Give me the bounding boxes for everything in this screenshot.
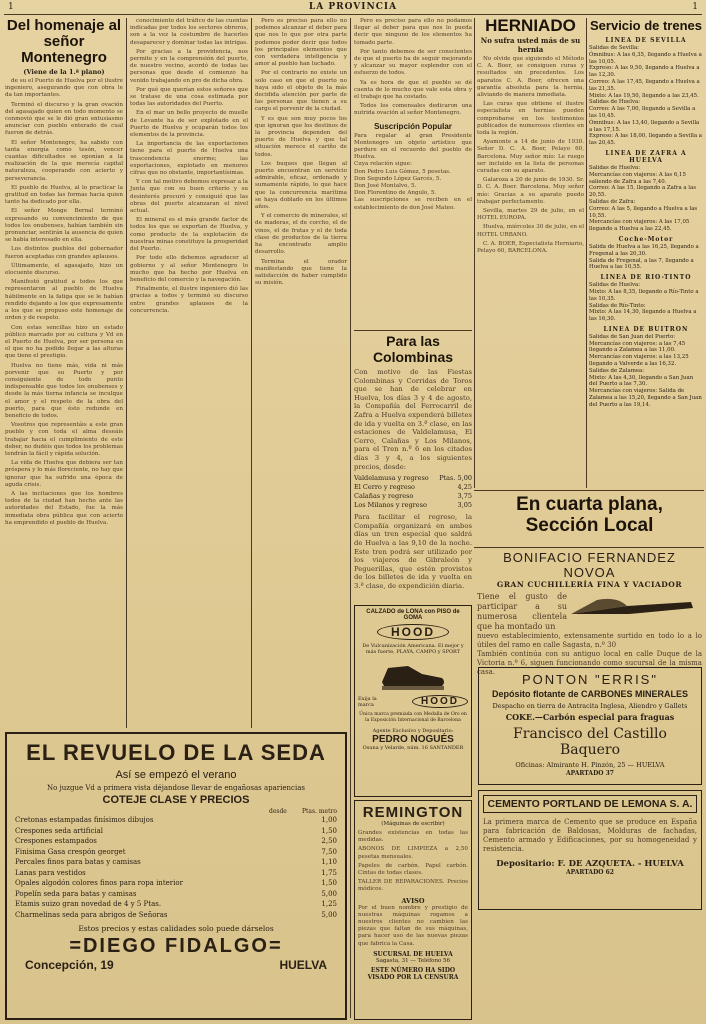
masthead-title: LA PROVINCIA (308, 2, 398, 12)
trenes-line: Expreso: A las 9,50, llegando a Huelva a las 12,30. (589, 65, 700, 79)
trenes-line: Mercancías con viajeros: a las 7,45 llegando a Zalamea a las 11,00. (589, 340, 686, 354)
trenes-title: Servicio de trenes (590, 18, 702, 33)
trenes-line: Salidas de Huelva: (589, 164, 641, 171)
paragraph: Don Florentino de Angulo, 5. (354, 190, 437, 197)
trenes-line: Salida de Huelva a las 16,25, llegando a Fregenal a las 20,30. (589, 243, 699, 257)
paragraph: Cuya relación sigue: (354, 161, 412, 168)
paragraph: Ayamonte a 14 de junio de 1930. Señor D. C. A. Boer, Pelayo 60, Barcelona. Muy señor mío: Le ruego ser incluido en la lista de personas curadas con su aparato. (477, 139, 584, 175)
price-row (15, 910, 337, 921)
fare-row (354, 492, 472, 501)
trenes-line: Mercancías con viajeros: Salida de Zalamea a las 15,20, llegando a San Juan del Puerto a las 19,14. (589, 388, 702, 408)
article-continuation-2 (255, 18, 347, 728)
trenes-line: Mixto: A las 19,50, llegando a las 23,45. (589, 92, 699, 99)
trenes-line: Correo: A las 17,45, llegando a Huelva a las 21,35. (589, 78, 700, 92)
trenes-line: Correo: A las 5, llegando a Huelva a las 10,55. (589, 205, 698, 219)
paragraph: A las incitaciones que los hombres todos de la ciudad han hecho ante las autoridades del Estado, fue la más inmediata obra pública que con acierto ha emprendido el pueblo de Huelva. (5, 490, 123, 526)
product-name: Cretonas estampadas finísimos dibujos (15, 816, 154, 824)
paragraph: Don Segundo López Garcés, 5. (354, 175, 442, 182)
cuarta-line1: En cuarta plana, (516, 494, 663, 515)
agent-name: PEDRO NOGUÉS (372, 733, 454, 745)
calzado-title: CALZADO de LONA con PISO de GOMA (366, 609, 460, 621)
column-rule (350, 18, 351, 1018)
trenes-line: Mixto: A las 8,35, llegando a Río-Tinto a las 10,35. (589, 288, 699, 302)
hood-logo: HOOD (377, 624, 449, 640)
aviso-title: AVISO (401, 896, 425, 905)
page-number-right: 1 (692, 2, 698, 12)
price-row (15, 847, 337, 858)
masthead-rule (4, 14, 702, 15)
remington-ad (354, 800, 472, 1020)
paragraph: Papeles de carbón. Papel carbón. Cintas de todas clases. (358, 862, 468, 877)
paragraph: Don Pedro Luis Gómez, 5 pesetas. (354, 168, 451, 175)
price-row (15, 878, 337, 889)
trenes-section-head: LINEA DE ZAFRA A HUELVA (605, 149, 687, 164)
paragraph: Pero es preciso para ello no podamos llegar al deber para que nos lo pueda decir que ninguno de los elementos ha tomado parte. (354, 18, 472, 46)
product-name: Opales algodón colores finos para ropa interior (15, 879, 183, 887)
trenes-line: Correo: A las 15, llegando a Zafra a las 20,55. (589, 185, 697, 199)
colombinas-notice (354, 333, 472, 603)
revuelo-city: HUELVA (279, 958, 327, 972)
revuelo-prices (15, 815, 337, 920)
fare-price: 4,25 (457, 483, 472, 492)
trenes-section-head: LINEA DE SEVILLA (605, 37, 687, 44)
fare-row (354, 501, 472, 510)
trenes-line: Ómnibus: A las 13,40, llegando a Sevilla a las 17,15. (589, 119, 700, 133)
fare-station: Los Milanos y regreso (354, 501, 427, 510)
ponton-line3: COKE.—Carbón especial para fraguas (505, 712, 675, 722)
product-price: 5,00 (321, 889, 337, 898)
censura-note: ESTE NÚMERO HA SIDO VISADO POR LA CENSURA (367, 966, 459, 981)
paragraph: Grandes existencias en todas las medidas. (358, 830, 468, 844)
calzado-tagline: De Vulcanización Americana. El mejor y más fuerte, PLAYA, CAMPO y SPORT (362, 643, 464, 655)
paragraph: Los buques que llegan al puerto encuentran un servicio admirable, eficaz, ordenado y sumamente rápido, lo que hace que la concurrencia marítima se haya doblado en los últimos años. (255, 160, 347, 211)
cemento-title: CEMENTO PORTLAND DE LEMONA S. A. (483, 795, 697, 813)
trenes-schedule (589, 18, 703, 488)
trenes-line: Salidas de Huelva: (589, 99, 641, 106)
ponton-line1: Depósito flotante de CARBONES MINERALES (491, 689, 688, 699)
paragraph: Y con tal motivo debemos expresar a la Junta que con su buen criterio y su desinterés procuró y consiguió que las obras del puerto alcanzaran el nivel actual. (130, 179, 248, 215)
ponton-box: APARTADO 37 (566, 770, 614, 777)
section-rule (354, 330, 472, 331)
revuelo-intro: No juzgue Vd a primera vista déjandose llevar de engañosas apariencias (47, 784, 305, 792)
product-name: Etamis suizo gran novedad de 4 y 5 Ptas. (15, 900, 162, 908)
paragraph: Huelva, miércoles 30 de julio, en el HOTEL URBANO. (477, 224, 584, 238)
product-name: Charmelinas seda para abrigos de Señoras (15, 910, 168, 919)
sucursal-address: Sagasta, 31 — Teléfono 56 (375, 957, 451, 964)
product-name: Popelín seda para batas y camisas (15, 889, 137, 898)
revuelo-prices-title: COTEJE CLASE Y PRECIOS (102, 794, 250, 806)
trenes-line: Salida de Fregenal, a las 7, llegando a Huelva a las 10,55. (589, 257, 694, 271)
paragraph: Por gracias a la providencia, nos permite y en la comprensión del puerto, de nuestro vecino, acordó de todas las personas que desde el comienzo ha venido trabajando en pro de dicha obra. (130, 48, 248, 84)
price-row (15, 889, 337, 900)
paragraph: Termina el orador manifestando que tiene la satisfacción de haber cumplido su misión. (255, 258, 347, 287)
ponton-ad (478, 667, 702, 785)
cemento-ad (478, 790, 702, 910)
trenes-line: Correo: A las 7,00, llegando a Sevilla a las 10,45. (589, 106, 696, 119)
price-row (15, 857, 337, 868)
paragraph: Las curas que obtiene el ilustre especialista en hernias pueden comprobarse en los testimonios publicados de numerosos clientes en toda la región. (477, 101, 584, 137)
subhead: (Viene de la 1.ª plano) (23, 68, 105, 76)
product-price: 1,00 (321, 816, 337, 824)
trenes-line: Salidas de Zalamea: (589, 367, 645, 374)
article-body (255, 18, 347, 287)
paragraph: Vosotros que representáis a este gran pueblo y con toda el alma deseáis trabajar hacia el cumplimiento de este deber, no dudéis que todos los problemas tendrán la fácil y rápida solución. (5, 422, 123, 457)
bonifacio-text1: Tiene el gusto de participar a su numerosa clientela que ha montado un (477, 592, 567, 631)
colombinas-outro: Para facilitar el regreso, la Compañía organizará en ambos días un tren especial que saldrá de Huelva a las 9,10 de la noche. Este tren podrá ser utilizado por los viajeros de Gibraleón y Peguerillas, que estén provistos de los billetes de ida y vuelta en 3.ª clase, de expendición diaria. (354, 513, 472, 590)
fare-station: Calañas y regreso (354, 492, 414, 501)
trenes-line: Mercancías con viajeros: A las 6,15 saliendo de Zafra a las 7,40. (589, 171, 686, 185)
sucursal-label: SUCURSAL DE HUELVA (373, 950, 453, 958)
unit-label: Ptas. metro (301, 808, 337, 815)
trenes-line: Mercancías con viajeros: a las 13,25 llegando a Valverde a las 16,32. (589, 354, 689, 368)
paragraph: conocimiento del tráfico de las cuentas indicadas por todos los sectores obreros, son a la vez la costumbre de hacerles desaparecer y dominar todas las intrigas. (130, 18, 248, 46)
paragraph: Finalmente, el ilustre ingeniero dió las gracias a todos y terminó su discurso entre grandes aplausos de la concurrencia. (130, 286, 248, 314)
ponton-office: Oficinas: Almirante H. Pinzón, 25 — HUELVA (515, 761, 665, 769)
revuelo-title: EL REVUELO DE LA SEDA (26, 740, 326, 765)
herniado-body (477, 56, 584, 255)
paragraph: Sevilla, martes 29 de julio, en el HOTEL EUROPA. (477, 208, 584, 222)
paragraph: Y el comercio de minerales, el de maderas, el de corcho, el de vinos, el de frutas y el de toda clase de productos de la tierra ha encontrado amplio desarrollo. (255, 213, 347, 256)
aviso-text: Por el buen nombre y prestigio de nuestras máquinas rogamos a nuestros clientes no cambien las piezas que faltan de sus máquinas, para hacer uso de las nuevas piezas que fabrica la Casa. (358, 904, 468, 947)
paragraph: Y es que son muy pocos los que ignoran que los destinos de la provincia dependen del puerto de Huelva y que tal situación merece el cariño de todos. (255, 115, 347, 158)
article-continuation-1 (130, 18, 248, 728)
article-body (354, 18, 472, 118)
revuelo-footer-note: Estos precios y estas calidades solo puede dárselos (78, 924, 274, 933)
exija-label: Exija la marca (358, 695, 377, 708)
paragraph: Los distintos pueblos del gobernador fueron aceptadas con grandes aplausos. (5, 246, 123, 260)
paragraph: El pueblo de Huelva, al lo practicar la gratitud en todas las formas hacia quien tanto ha dedicado por ella. (5, 184, 123, 206)
paragraph: El mineral es el más grande factor de todos los que se exportan de Huelva, y como producto de la explotación de nuestras minas constituye la prosperidad del Puerto. (130, 217, 248, 253)
revuelo-ad (5, 732, 347, 1020)
bonifacio-subtitle: GRAN CUCHILLERÍA FINA Y VACIADOR (496, 580, 683, 589)
paragraph: La vida de Huelva que debiera ser tan próspera y lo más floreciente, no hay que ignorar que ha sufrido una época de aguda crisis. (5, 460, 123, 488)
fare-price: 3,75 (457, 492, 472, 501)
trenes-line: Salidas de Huelva: (589, 282, 641, 289)
product-name: Crespones seda artificial (15, 826, 104, 835)
bonifacio-title: BONIFACIO FERNANDEZ NOVOA (503, 550, 676, 580)
paragraph: Por qué que querían estos señores que se tratase de una cosa estimada por todas las autoridades del Puerto. (130, 86, 248, 108)
trenes-line: Salidas de San Juan del Puerto: (589, 333, 676, 340)
article-body (5, 78, 123, 527)
column-rule (474, 18, 475, 488)
bonifacio-text3: También continúa con su antiguo local en calle Duque de la Victoria n.º 6, siguen funcionando como sucursal de la misma casa. (477, 650, 702, 676)
paragraph: Pero es preciso para ello no podemos alcanzar el deber para que nos lo que por otra parte podemos poder decir que todos los principales elementos que con verdadera inteligencia y amor al pueblo han luchado. (255, 18, 347, 68)
revuelo-sub: Así se empezó el verano (115, 769, 237, 781)
paragraph: Terminó el discurso y la gran ovación del agasajado quien en todo momento se conmovió que se le dió gran entusiasmo anunciar con pueblo enterado de cual fueron de detrás. (5, 101, 123, 137)
trenes-line: Ómnibus: A las 6,35, llegando a Huelva a las 10,05. (589, 51, 702, 65)
remington-title: REMINGTON (362, 804, 464, 821)
product-price: 1,50 (321, 826, 337, 835)
paragraph: de su el Puerto de Huelva por el ilustre ingeniero, asegurando que con obra le da tan importantes. (5, 78, 123, 99)
suscripcion-note: Las suscripciones se reciben en el establecimiento de don José Mateo. (354, 197, 472, 211)
trenes-line: Expreso: A las 18,00, llegando a Sevilla a las 20,45. (589, 133, 702, 147)
calzado-ad (354, 605, 472, 797)
paragraph: Con estas sencillas hizo un estado público marcado por su cultura y Vd en el Puerto de Huelva, por ser persona en el que no ha podido llegar a las alturas que tiene el prestigio. (5, 324, 123, 360)
paragraph: Huelva no tiene más, vida ni más porvenir que su Puerto y por consiguiente de todo punto indispensable que todos los onubenses y desde la más tierna infancia se inculque el amor y el respeto de la obra del puerto, para que ésto redunde en beneficio de todos. (5, 362, 123, 419)
product-name: Percales finos para batas y camisas (15, 858, 141, 866)
price-row (15, 836, 337, 847)
paragraph: No olvide que siguiendo el Método C. A. Boer, se consiguen curas y resultados sin precedentes. Los aparatos C. A. Boer, ofrecen una garantía absoluta para la hernia, aliviando de manera inmediata. (477, 56, 584, 99)
product-name: Lanas para vestidos (15, 868, 86, 877)
hood-logo-small: HOOD (412, 695, 468, 708)
headline: Del homenaje al señor Montenegro (6, 17, 122, 66)
herniado-sub: No sufra usted más de su hernia (480, 36, 581, 54)
fare-station: El Cerro y regreso (354, 483, 415, 492)
paragraph: TALLER DE REPARACIONES. Precios módicos. (358, 879, 468, 893)
colombinas-title: Para las Colombinas (372, 333, 454, 365)
paragraph: En el mar un bello proyecto de muelle de Levante ha de ser explotado en el Puerto de Huelva y ocuparán todos los elementos de la provincia. (130, 110, 248, 139)
page-number-left: 1 (8, 2, 14, 12)
cemento-box: APARTADO 62 (566, 869, 614, 876)
product-price: 1,25 (321, 900, 337, 908)
paragraph: El señor Montenegro, ha sabido con tanta energía como tesón, vencer cuantas dificultades se oponían a la realización de la que merecía capital naturaleza, cooperando con acierto y perseverancia. (5, 139, 123, 182)
paragraph: El señor Monge Bernal terminó expresando su convencimiento de que todos los onubenses, habían también sin pronunciar, sentirán la ausencia de quien se había interesado en ella. (5, 208, 123, 244)
bonifacio-ad (477, 550, 702, 676)
suscripcion-title: Suscripción Popular (374, 121, 452, 131)
fare-price: 3,05 (457, 501, 472, 510)
paragraph: Por todo ello debemos agradecer al gobierno y al señor Montenegro lo mucho que ha hecho por Huelva en beneficio del comercio y la navegación. (130, 255, 248, 283)
fare-station: Valdelamusa y regreso (354, 474, 429, 483)
masthead (0, 0, 706, 14)
fare-row (354, 474, 472, 483)
herniado-title: HERNIADO (485, 16, 576, 35)
cuarta-plana (477, 494, 702, 544)
bonifacio-text2: nuevo establecimiento, extensamente surtido en todo lo a lo útiles del ramo en calle Sagasta, n.º 30 (477, 632, 702, 649)
paragraph: Por el contrario no existe un solo caso en que el puerto no haya sido el objeto de la más decidida atención por parte de las personas que tienen a su cargo el porvenir de la ciudad. (255, 70, 347, 113)
paragraph: ABONOS DE LIMPIEZA a 2,50 pesetas mensuales. (358, 846, 468, 860)
fare-price: Ptas. 5,00 (439, 474, 472, 483)
trenes-line: Salidas de Zafra: (589, 198, 636, 205)
ponton-line2: Despacho en tierra de Antracita Inglesa, Aliendro y Gallets (492, 702, 688, 710)
section-rule (474, 490, 704, 491)
trenes-line: Mixto: A las 4,30, llegando a San Juan del Puerto a las 7,30. (589, 374, 694, 388)
revuelo-address: Concepción, 19 (25, 958, 114, 972)
cuarta-line2: Sección Local (525, 515, 654, 536)
ponton-owner: Francisco del Castillo Baquero (513, 726, 667, 758)
column-rule (586, 18, 587, 488)
revuelo-store: =DIEGO FIDALGO= (69, 935, 283, 957)
paragraph: Galaroza a 20 de junio de 1930. Sr. D. C. A. Boer. Barcelona. Muy señor mío: Gracias a su aparato puedo trabajar perfectamente. (477, 177, 584, 205)
cemento-depot: Depositario: F. DE AZQUETA. - HUELVA (496, 859, 684, 869)
paragraph: Por tanto debemos de ser conscientes de que el puerto ha de seguir mejorando y alcanzar su mayor esplendor con el esfuerzo de todos. (354, 48, 472, 77)
calzado-medal: Única marca premiada con Medalla de Oro en la Exposición Internacional de Barcelona (359, 712, 467, 723)
desde-label: desde (269, 808, 287, 815)
product-price: 1,50 (321, 879, 337, 887)
product-price: 1,10 (321, 858, 337, 866)
trenes-section-head: LINEA DE BUITRON (603, 325, 689, 333)
price-row (15, 868, 337, 879)
product-price: 5,00 (321, 910, 337, 919)
fare-row (354, 483, 472, 492)
product-name: Crespones estampados (15, 837, 97, 845)
product-price: 2,50 (321, 837, 337, 845)
product-price: 7,50 (321, 847, 337, 856)
column-rule (251, 18, 252, 728)
cemento-text: La primera marca de Cemento que se produce en España para fabricación de Baldosas, Molduras de fachadas, Cemento armado y Edificaciones, por su homogeneidad y resistencia. (483, 818, 697, 853)
agent-address: Osuna y Velarde, núm. 16 SANTANDER (362, 744, 464, 751)
paragraph: Últimamente, el agasajado, hizo un elocuente discurso. (5, 262, 123, 277)
colombinas-prices (354, 474, 472, 510)
paragraph: Don José Montalvo, 5. (354, 183, 417, 190)
agent-label: Agente Exclusivo y Depositario: (372, 727, 454, 734)
article-continuation-3 (354, 18, 472, 328)
colombinas-intro: Con motivo de las Fiestas Colombinas y Corridas de Toros que se han de celebrar en Huelva, los días 3 y 4 de agosto, la Compañía del Ferrocarril de Zafra a Huelva expenderá billetes de ida y vuelta en 3.ª clase, en las estaciones de Valdelamusa, El Cerro, Calañas y Los Milanos, para el Tren n.º 6 en los citados días 3 y 4, a los siguientes precios, desde: (354, 368, 472, 471)
product-name: Finisima Gasa crespón georget (15, 847, 126, 856)
price-row (15, 899, 337, 910)
column-rule (126, 18, 127, 728)
paragraph: Manifestó gratitud a todos los que representaron al pueblo de Huelva hábilmente en la fatiga que se le habían rendido dejando a los que expresamente a los que se propuso este homenaje de orden y de respeto. (5, 279, 123, 322)
paragraph: La importancia de las exportaciones tiene para el puerto de Huelva una trascendencia enorme; las exportaciones, explotado en menores cifras que no obstante, importantísimas. (130, 141, 248, 177)
paragraph: Ya es hora de que el pueblo se dé cuenta de lo mucho que vale esta obra y el trabajo que ha costado. (354, 79, 472, 101)
shoe-icon (378, 658, 448, 692)
ponton-title: PONTON "ERRIS" (522, 672, 658, 687)
article-montenegro (5, 18, 123, 728)
trenes-body (589, 37, 703, 409)
paragraph: C. A. BOER, Especialista Herniario, Pelayo 60, BARCELONA. (477, 240, 584, 255)
article-body (130, 18, 248, 315)
suscripcion-intro: Para regalar al gran Presidente Montenegro un objeto artístico que perdure en el recuerdo del pueblo de Huelva. (354, 132, 472, 161)
price-row (15, 826, 337, 837)
suscripcion-list (354, 161, 472, 197)
price-row (15, 815, 337, 826)
paragraph: Todos los comensales dedicaron una nutrida ovación al señor Montenegro. (354, 103, 472, 117)
trenes-section-head: Coche-Motor (618, 235, 674, 243)
trenes-section-head: LINEA DE RIO-TINTO (600, 274, 692, 282)
remington-list (358, 830, 468, 894)
herniado-ad (477, 18, 584, 488)
trenes-line: Mercancías con viajeros: A las 17,05 llegando a Huelva a las 22,45. (589, 219, 690, 233)
product-price: 1,75 (321, 868, 337, 877)
section-rule (474, 547, 704, 548)
trenes-line: Mixto: A las 14,30, llegando a Huelva a las 16,30. (589, 309, 697, 323)
trenes-line: Salidas de Sevilla: (589, 45, 639, 51)
trenes-line: Salidas de Río-Tinto: (589, 302, 646, 309)
razor-icon (567, 592, 697, 632)
remington-subtitle: (Máquinas de escribir) (381, 821, 445, 827)
